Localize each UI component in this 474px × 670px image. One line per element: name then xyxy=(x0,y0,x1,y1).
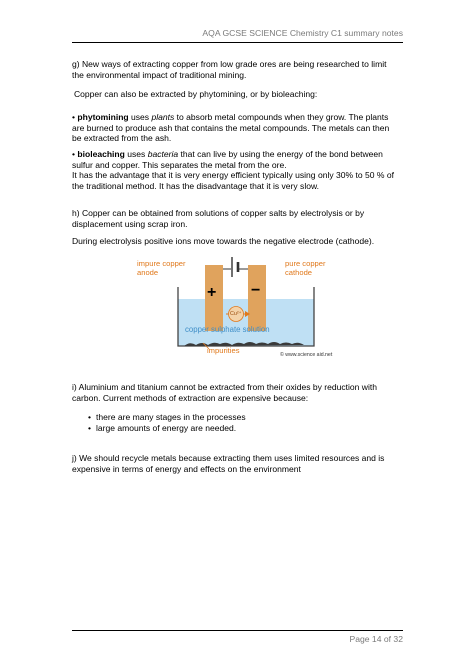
list-item: • there are many stages in the processes xyxy=(90,412,246,423)
anode-label: impure copper anode xyxy=(137,259,186,277)
section-j-paragraph: j) We should recycle metals because extracting them uses limited resources and is expensive in terms of energy and effects on the environment xyxy=(72,453,385,474)
phytomining-paragraph: • phytomining uses plants to absorb metal compounds when they grow. The plants are burned to produce ash that contains the metal compounds. The metals can then be extracted from the ash. xyxy=(72,112,390,144)
phytomining-term: phytomining xyxy=(77,112,129,122)
solution-fill xyxy=(178,299,314,346)
electrolysis-sentence: During electrolysis positive ions move towards the negative electrode (cathode). xyxy=(72,236,375,246)
solution-label: copper sulphate solution xyxy=(185,325,270,334)
cathode-label: pure copper cathode xyxy=(285,259,326,277)
section-i-paragraph: i) Aluminium and titanium cannot be extracted from their oxides by reduction with carbon. Current methods of extraction are expensive because: xyxy=(72,382,377,403)
bioleaching-paragraph: • bioleaching uses bacteria that can live by using the energy of the bond between sulfur and copper. This separates the metal from the ore. It has the advantage that it is very energy efficient typically using only 30% to 50 % of the traditional method. It has the disadvantage that it is very slow. xyxy=(72,149,394,191)
bullet-glyph: • xyxy=(72,112,78,122)
list-item: • large amounts of energy are needed. xyxy=(90,423,246,434)
page-header xyxy=(72,28,403,43)
section-h-paragraph: h) Copper can be obtained from solutions of copper salts by electrolysis or by displacement using scrap iron. xyxy=(72,208,365,229)
section-g-paragraph: g) New ways of extracting copper from low grade ores are being researched to limit the environmental impact of traditional mining. xyxy=(72,59,387,80)
bullet-glyph: • xyxy=(72,149,78,159)
electrolysis-diagram xyxy=(137,247,363,363)
extraction-intro: Copper can also be extracted by phytomining, or by bioleaching: xyxy=(74,89,318,99)
header-title: AQA GCSE SCIENCE Chemistry C1 summary notes xyxy=(202,28,403,38)
copper-ion-label: Cu²⁺ xyxy=(230,311,242,317)
bioleaching-term: bioleaching xyxy=(77,149,125,159)
page-footer xyxy=(72,630,403,645)
impurities-label: impurities xyxy=(207,346,240,355)
page-number: Page 14 of 32 xyxy=(349,634,403,644)
cost-reasons-list xyxy=(90,412,246,433)
minus-sign: − xyxy=(251,282,261,299)
image-credit: © www.science aid.net xyxy=(280,352,333,358)
plus-sign: + xyxy=(207,284,217,301)
